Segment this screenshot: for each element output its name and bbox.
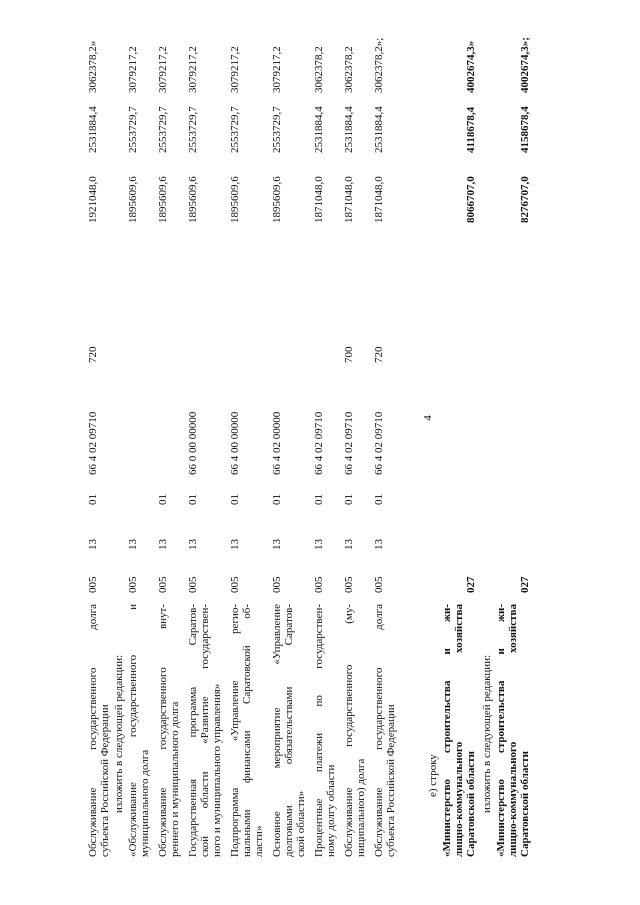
amount-year-3: 4002674,3»; [519, 37, 531, 93]
amount-year-1: 1921048,0 [87, 176, 99, 223]
amount-year-1: 1895609,6 [157, 176, 169, 223]
row-name [441, 604, 477, 857]
expense-type-code: 720 [87, 346, 99, 363]
row-name-line: Процентные платежи по государствен- [313, 604, 325, 857]
budget-table [87, 0, 617, 905]
row-name-line: Обслуживание государственного внут- [157, 604, 169, 857]
amount-year-1: 8066707,0 [465, 176, 477, 223]
row-name-line: ласти» [253, 825, 265, 857]
row-name [271, 604, 307, 857]
amount-year-1: 1871048,0 [313, 176, 325, 223]
row-name-line: Подпрограмма «Управление регио- [229, 604, 241, 857]
section-code: 13 [157, 539, 169, 550]
row-name-line: ного и муниципального управления» [211, 683, 223, 857]
row-name-line: нальными финансами Саратовской об- [241, 604, 253, 857]
row-name-line: «Обслуживание государственного и [127, 604, 139, 857]
amount-year-2: 2553729,7 [127, 106, 139, 153]
amount-year-1: 1895609,6 [271, 176, 283, 223]
row-name-line: Основное мероприятие «Управление [271, 604, 283, 857]
subsection-code: 01 [229, 494, 241, 505]
subsection-code: 01 [187, 494, 199, 505]
ministry-code: 005 [127, 576, 139, 593]
instruction-text: изложить в следующей редакции: [113, 654, 125, 813]
amount-year-1: 8276707,0 [519, 176, 531, 223]
row-name-line: Обслуживание государственного долга [87, 604, 99, 857]
amount-year-2: 4158678,4 [519, 106, 531, 153]
amount-year-1: 1895609,6 [187, 176, 199, 223]
target-article-code: 66 4 02 09710 [343, 411, 355, 475]
amount-year-3: 3079217,2 [229, 46, 241, 93]
page-number: 4 [422, 415, 434, 421]
row-name-line: Саратовской области [465, 750, 477, 857]
amount-year-2: 2531884,4 [343, 106, 355, 153]
target-article-code: 66 4 02 09710 [373, 411, 385, 475]
subsection-code: 01 [271, 494, 283, 505]
row-name-line: Саратовской области [519, 750, 531, 857]
amount-year-3: 3062378,2» [87, 40, 99, 93]
row-name-line: Обслуживание государственного (му- [343, 604, 355, 857]
amount-year-2: 2531884,4 [373, 106, 385, 153]
amount-year-1: 1895609,6 [229, 176, 241, 223]
expense-type-code: 700 [343, 346, 355, 363]
row-name-line: лищно-коммунального хозяйства [507, 604, 519, 857]
amount-year-3: 3079217,2 [127, 46, 139, 93]
section-code: 13 [271, 539, 283, 550]
ministry-code: 027 [465, 576, 477, 593]
row-name [373, 604, 397, 857]
subsection-code: 01 [373, 494, 385, 505]
section-code: 13 [87, 539, 99, 550]
row-name [187, 604, 223, 857]
target-article-code: 66 4 02 09710 [87, 411, 99, 475]
amount-year-2: 2531884,4 [313, 106, 325, 153]
section-code: 13 [187, 539, 199, 550]
row-name [313, 604, 337, 857]
amount-year-1: 1895609,6 [127, 176, 139, 223]
ministry-code: 005 [271, 576, 283, 593]
amount-year-1: 1871048,0 [373, 176, 385, 223]
amount-year-3: 3079217,2 [157, 46, 169, 93]
ministry-code: 005 [229, 576, 241, 593]
row-name-line: «Министерство строительства и жи- [495, 604, 507, 857]
amount-year-2: 4118678,4 [465, 106, 477, 153]
amount-year-2: 2553729,7 [187, 106, 199, 153]
row-name-line: субъекта Российской Федерации [99, 704, 111, 857]
ministry-code: 005 [343, 576, 355, 593]
amount-year-3: 3062378,2»; [373, 37, 385, 93]
row-name [87, 604, 111, 857]
row-name-line: ниципального) долга [355, 758, 367, 857]
amount-year-3: 3062378,2 [343, 46, 355, 93]
ministry-code: 005 [157, 576, 169, 593]
amount-year-3: 3079217,2 [187, 46, 199, 93]
section-code: 13 [373, 539, 385, 550]
row-name-line: долговыми обязательствами Саратов- [283, 604, 295, 857]
row-name-line: муниципального долга [139, 749, 151, 857]
amount-year-2: 2553729,7 [157, 106, 169, 153]
target-article-code: 66 4 02 09710 [313, 411, 325, 475]
row-name-line: лищно-коммунального хозяйства [453, 604, 465, 857]
ministry-code: 005 [87, 576, 99, 593]
amount-year-2: 2531884,4 [87, 106, 99, 153]
instruction-text: е) строку [427, 754, 439, 797]
expense-type-code: 720 [373, 346, 385, 363]
subsection-code: 01 [87, 494, 99, 505]
amount-year-2: 2553729,7 [229, 106, 241, 153]
section-code: 13 [343, 539, 355, 550]
row-name-line: реннего и муниципального долга [169, 701, 181, 857]
section-code: 13 [127, 539, 139, 550]
ministry-code: 005 [187, 576, 199, 593]
subsection-code: 01 [157, 494, 169, 505]
amount-year-3: 3062378,2 [313, 46, 325, 93]
row-name-line: ному долгу области [325, 764, 337, 857]
row-name-line: субъекта Российской Федерации [385, 704, 397, 857]
section-code: 13 [229, 539, 241, 550]
row-name-line: «Министерство строительства и жи- [441, 604, 453, 857]
row-name [127, 604, 151, 857]
target-article-code: 66 0 00 00000 [187, 411, 199, 475]
subsection-code: 01 [313, 494, 325, 505]
subsection-code: 01 [343, 494, 355, 505]
row-name [343, 604, 367, 857]
ministry-code: 005 [373, 576, 385, 593]
amount-year-3: 4002674,3» [465, 40, 477, 93]
row-name-line: Обслуживание государственного долга [373, 604, 385, 857]
amount-year-1: 1871048,0 [343, 176, 355, 223]
amount-year-2: 2553729,7 [271, 106, 283, 153]
row-name-line: Государственная программа Саратов- [187, 604, 199, 857]
row-name [229, 604, 265, 857]
instruction-text: изложить в следующей редакции: [481, 654, 493, 813]
target-article-code: 66 4 02 00000 [271, 411, 283, 475]
target-article-code: 66 4 00 00000 [229, 411, 241, 475]
row-name [157, 604, 181, 857]
row-name-line: ской области «Развитие государствен- [199, 604, 211, 857]
ministry-code: 027 [519, 576, 531, 593]
row-name [495, 604, 531, 857]
row-name-line: ской области» [295, 790, 307, 857]
amount-year-3: 3079217,2 [271, 46, 283, 93]
ministry-code: 005 [313, 576, 325, 593]
section-code: 13 [313, 539, 325, 550]
